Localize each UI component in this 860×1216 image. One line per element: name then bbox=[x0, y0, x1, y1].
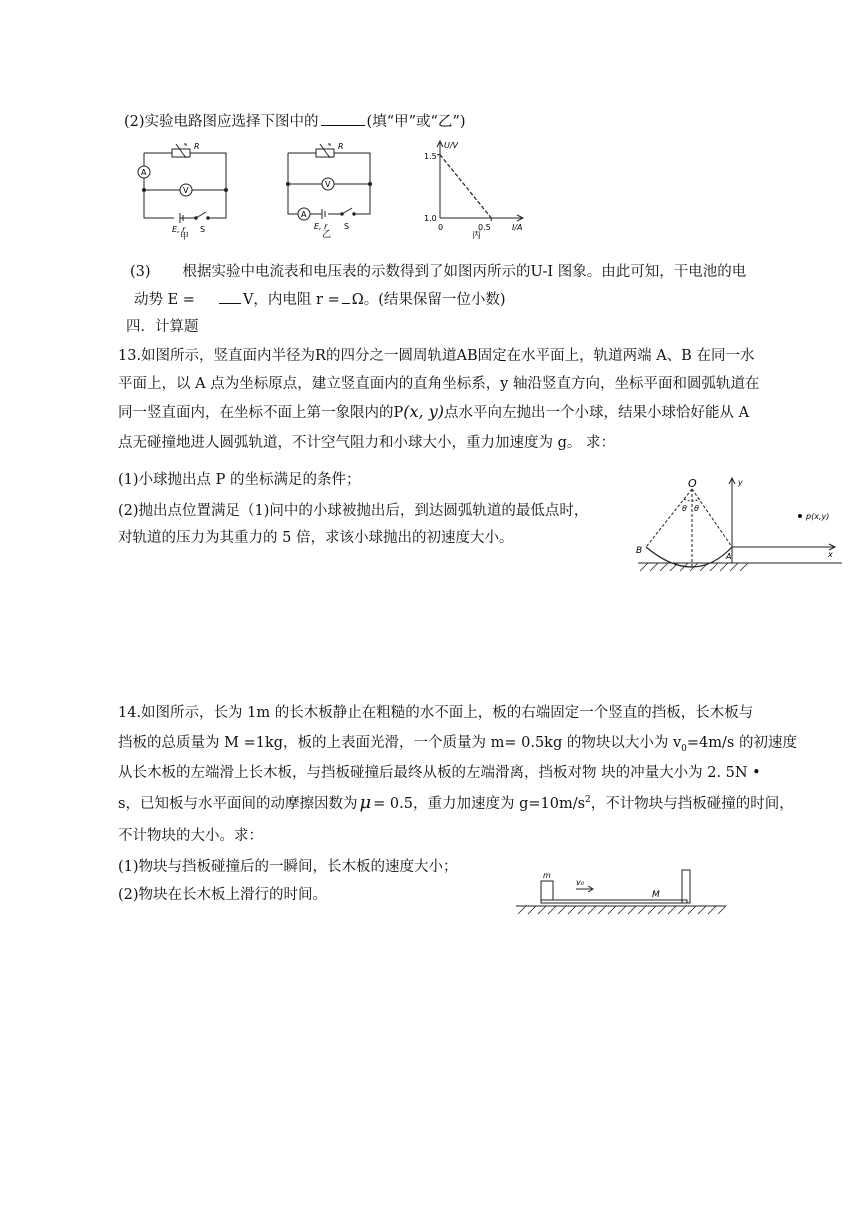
q13-line1: 13.如图所示，竖直面内半径为R的四分之一圆周轨道AB固定在水平面上，轨道两端 A、B 在同一水 bbox=[118, 348, 755, 364]
q14-line4c: ，不计物块与挡板碰撞的时间， bbox=[590, 796, 794, 812]
q14-label-v0: v₀ bbox=[576, 878, 584, 887]
ui-graph-bing bbox=[418, 138, 530, 244]
q12-2-line bbox=[124, 110, 466, 131]
q12-2-text-after: (填“甲”或“乙”) bbox=[366, 114, 466, 130]
answer-blank bbox=[321, 111, 365, 126]
section-4-heading: 四．计算题 bbox=[126, 319, 199, 335]
bing-caption: 丙 bbox=[472, 231, 482, 241]
q12-3-text2b: V，内电阻 r = bbox=[242, 292, 340, 308]
q12-2-text-before: (2)实验电路图应选择下图中的 bbox=[124, 114, 319, 130]
yi-voltmeter-label: V bbox=[325, 180, 331, 189]
q14-v0-subscript: 0 bbox=[681, 743, 687, 754]
q14-line2b: =4m/s 的初速度 bbox=[686, 735, 797, 751]
yi-ammeter-label: A bbox=[301, 210, 307, 219]
jia-ammeter-label: A bbox=[141, 168, 147, 177]
q14-sub2: (2)物块在长木板上滑行的时间。 bbox=[118, 887, 328, 903]
q13-label-y: y bbox=[738, 478, 743, 487]
q14-line2a: 挡板的总质量为 M =1kg，板的上表面光滑，一个质量为 m= 0.5kg 的物块以大小为 v bbox=[118, 735, 682, 751]
q12-3-num: (3) bbox=[130, 264, 151, 280]
q13-label-P: p(x,y) bbox=[806, 512, 830, 521]
q14-line3: 从长木板的左端滑上长木板，与挡板碰撞后最终从板的左端滑离，挡板对物 块的冲量大小为 2. 5N • bbox=[118, 765, 761, 781]
q13-line3b: 点水平向左抛出一个小球，结果小球恰好能从 A bbox=[443, 405, 750, 421]
q12-3-text2c: Ω。(结果保留一位小数) bbox=[351, 292, 506, 308]
jia-resistor-label: R bbox=[194, 142, 200, 151]
circuit-yi-figure bbox=[278, 140, 388, 240]
q13-label-B: B bbox=[636, 546, 643, 556]
q13-label-A: A bbox=[726, 552, 732, 561]
q14-mu: μ bbox=[359, 792, 372, 813]
q14-sub1: (1)物块与挡板碰撞后的一瞬间，长木板的速度大小； bbox=[118, 859, 458, 875]
yi-caption: 乙 bbox=[322, 230, 332, 240]
q13-sub2-l2: 对轨道的压力为其重力的 5 倍，求该小球抛出的初速度大小。 bbox=[118, 530, 514, 546]
q13-label-O: O bbox=[688, 477, 697, 490]
ui-line-series bbox=[440, 155, 491, 218]
q13-label-theta-left: θ bbox=[682, 504, 687, 513]
q14-sup2: 2 bbox=[585, 795, 591, 806]
bing-xtick-0-5: 0.5 bbox=[478, 223, 491, 232]
q14-line4 bbox=[118, 792, 794, 813]
bing-ytick-bottom: 1.0 bbox=[424, 214, 437, 223]
q14-label-M: M bbox=[652, 890, 660, 900]
jia-voltmeter-label: V bbox=[183, 186, 189, 195]
yi-battery-label: E, r bbox=[314, 222, 328, 231]
q13-track-figure bbox=[626, 475, 842, 575]
jia-switch-label: S bbox=[200, 225, 206, 234]
q14-board-figure bbox=[512, 862, 732, 918]
q14-line1: 14.如图所示，长为 1m 的长木板静止在粗糙的水不面上，板的右端固定一个竖直的挡板，长木板与 bbox=[118, 705, 754, 721]
q13-label-x: x bbox=[828, 550, 833, 559]
q14-line4b: = 0.5，重力加速度为 g=10m/s bbox=[373, 796, 586, 812]
q14-line4a: s，已知板与水平面间的动摩擦因数为 bbox=[118, 796, 358, 812]
q12-3-line1 bbox=[130, 260, 746, 281]
yi-switch-label: S bbox=[344, 222, 350, 231]
resistance-blank bbox=[342, 289, 350, 304]
jia-caption: 甲 bbox=[180, 232, 190, 240]
circuit-jia-figure bbox=[128, 140, 238, 240]
bing-xtick-origin: 0 bbox=[438, 223, 444, 232]
emf-blank bbox=[219, 289, 241, 304]
q13-line3 bbox=[118, 401, 749, 422]
q12-3-text1: 根据实验中电流表和电压表的示数得到了如图丙所示的U-I 图象。由此可知，干电池的电 bbox=[182, 264, 747, 280]
q14-label-m: m bbox=[543, 871, 551, 880]
q13-sub2-l1: (2)抛出点位置满足（1)问中的小球被抛出后，到达圆弧轨道的最低点时， bbox=[118, 503, 589, 519]
bing-xlabel: I/A bbox=[512, 223, 523, 232]
yi-resistor-label: R bbox=[338, 142, 344, 151]
bing-ytick-top: 1.5 bbox=[424, 152, 437, 161]
q14-line2 bbox=[118, 731, 797, 754]
q13-point-math: (x, y) bbox=[403, 402, 444, 421]
q12-3-line2 bbox=[134, 288, 506, 309]
q13-label-theta-right: θ bbox=[694, 504, 699, 513]
q13-line2: 平面上，以 A 点为坐标原点，建立竖直面内的直角坐标系，y 轴沿竖直方向，坐标平面和圆弧轨道在 bbox=[118, 376, 760, 392]
bing-ylabel: U/V bbox=[444, 141, 459, 150]
q13-sub1: (1)小球抛出点 P 的坐标满足的条件； bbox=[118, 472, 361, 488]
q13-line4: 点无碰撞地进人圆弧轨道，不计空气阻力和小球大小，重力加速度为 g。 求： bbox=[118, 435, 615, 451]
jia-battery-label: E, r bbox=[172, 225, 186, 234]
q14-line5: 不计物块的大小。求： bbox=[118, 828, 263, 844]
q13-line3a: 同一竖直面内，在坐标不面上第一象限内的P bbox=[118, 405, 404, 421]
q12-3-text2a: 动势 E = bbox=[134, 292, 195, 308]
